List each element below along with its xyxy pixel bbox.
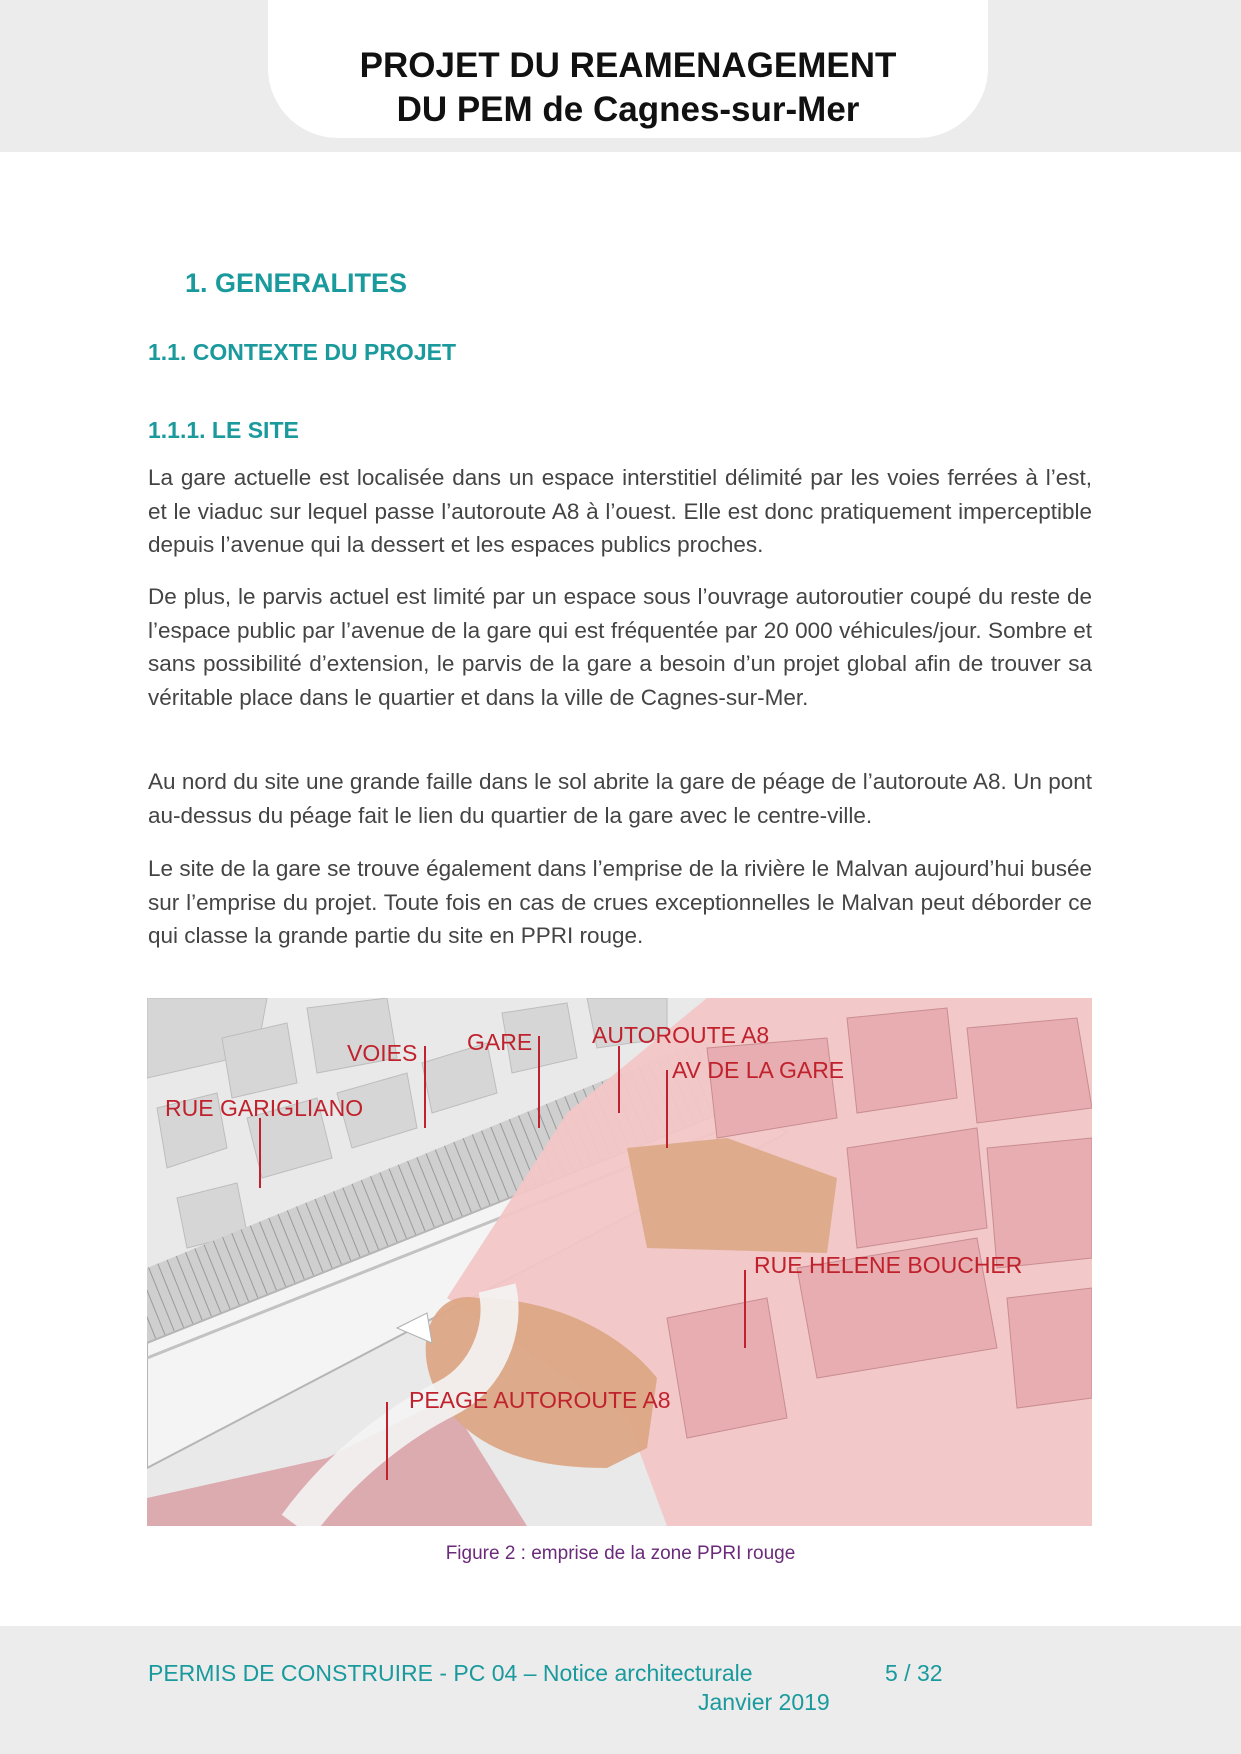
label-peage-autoroute-a8: PEAGE AUTOROUTE A8 <box>409 1387 671 1413</box>
label-autoroute-a8: AUTOROUTE A8 <box>592 1022 770 1048</box>
paragraph-2: De plus, le parvis actuel est limité par un espace sous l’ouvrage autoroutier coupé du reste de l’espace public par l’avenue de la gare qui est fréquentée par 20 000 véhicules/jour. Sombre et sans possibilité d’extension, le parvis de la gare a besoin d’un projet global afin de trouver sa véritable place dans le quartier et dans la ville de Cagnes-sur-Mer. <box>148 584 1092 710</box>
footer-page-number: 5 / 32 <box>885 1660 943 1686</box>
heading-generalites: 1. GENERALITES <box>185 268 408 298</box>
label-gare: GARE <box>467 1029 533 1055</box>
footer-document-name: PERMIS DE CONSTRUIRE - PC 04 – Notice architecturale <box>148 1660 753 1686</box>
paragraph-1: La gare actuelle est localisée dans un espace interstitiel délimité par les voies ferrées à l’est, et le viaduc sur lequel passe l’autoroute A8 à l’ouest. Elle est donc pratiquement imperceptible depuis l’avenue qui la dessert et les espaces publics proches. <box>148 465 1092 557</box>
paragraph-4: Le site de la gare se trouve également dans l’emprise de la rivière le Malvan aujourd’hui busée sur l’emprise du projet. Toute fois en cas de crues exceptionnelles le Malvan peut déborder ce qui classe la grande partie du site en PPRI rouge. <box>148 856 1092 948</box>
paragraph-3: Au nord du site une grande faille dans le sol abrite la gare de péage de l’autoroute A8. Un pont au-dessus du péage fait le lien du quartier de la gare avec le centre-ville. <box>148 769 1092 828</box>
footer-band <box>0 1626 1241 1754</box>
site-aerial-figure <box>147 998 1092 1526</box>
label-av-de-la-gare: AV DE LA GARE <box>672 1057 845 1083</box>
label-rue-helene-boucher: RUE HELENE BOUCHER <box>754 1252 1023 1278</box>
title-line-2: DU PEM de Cagnes-sur-Mer <box>396 90 860 129</box>
footer-date: Janvier 2019 <box>698 1689 830 1715</box>
heading-contexte: 1.1. CONTEXTE DU PROJET <box>148 339 457 365</box>
label-rue-garigliano: RUE GARIGLIANO <box>165 1095 364 1121</box>
title-line-1: PROJET DU REAMENAGEMENT <box>359 46 897 85</box>
document-title <box>268 44 988 132</box>
heading-le-site: 1.1.1. LE SITE <box>148 417 299 443</box>
figure-caption: Figure 2 : emprise de la zone PPRI rouge <box>445 1543 796 1564</box>
label-voies: VOIES <box>347 1040 418 1066</box>
